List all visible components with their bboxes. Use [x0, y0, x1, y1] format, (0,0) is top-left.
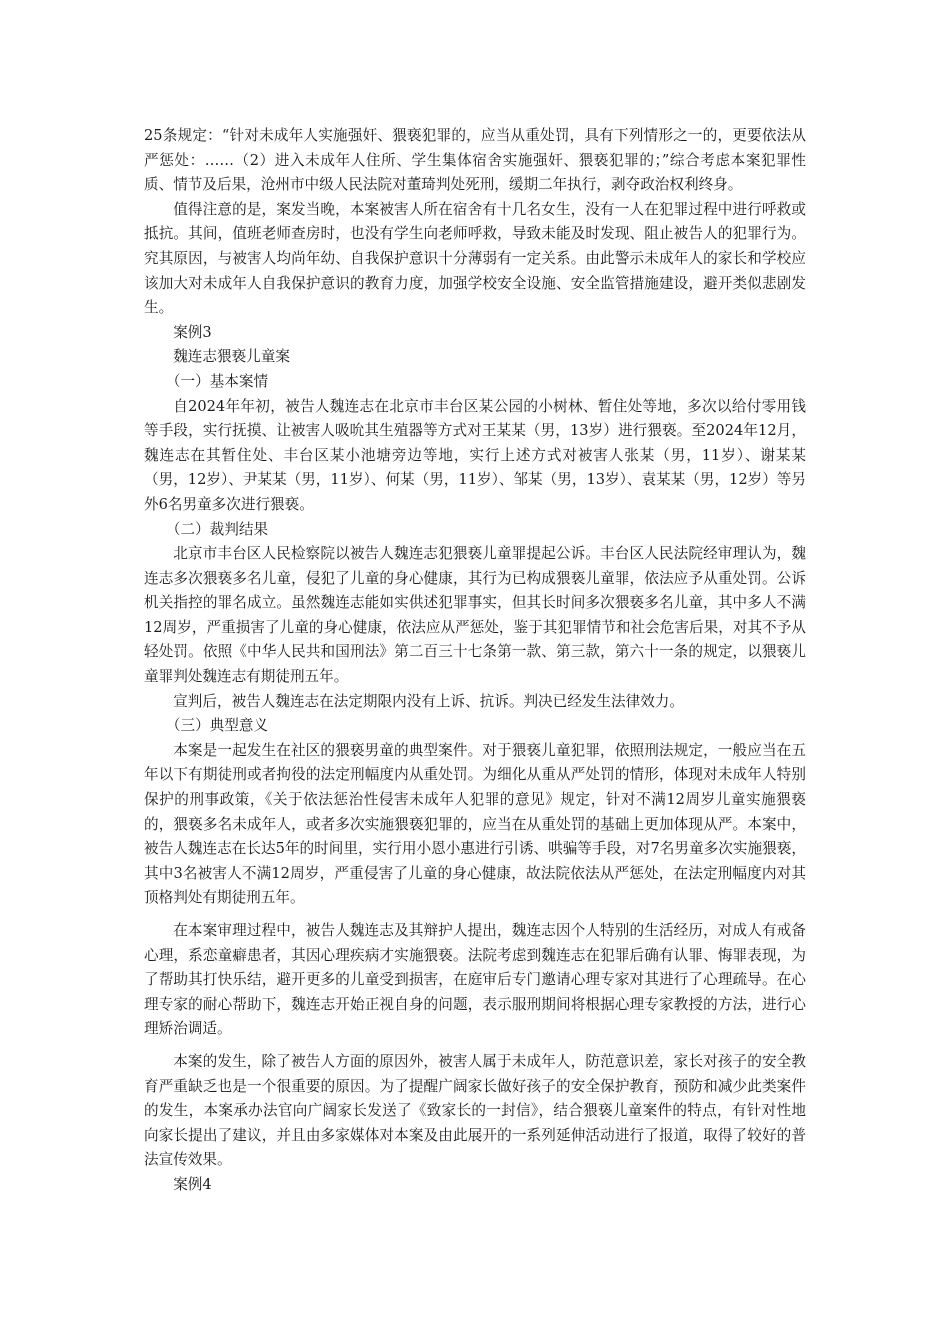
- case-3-label: 案例3: [173, 323, 212, 341]
- section-significance: （三）典型意义: [165, 717, 269, 735]
- paragraph-sentencing: 25条规定：“针对未成年人实施强奸、猥亵犯罪的，应当从重处罚，具有下列情形之一的，更要依法从严惩处：……（2）进入未成年人住所、学生集体宿舍实施强奸、猥亵犯罪的；”综合考虑本案犯罪性质、情节及后果，沧州市中级人民法院对董琦判处死刑，缓期二年执行，剥夺政治权利终身。: [144, 127, 806, 194]
- document-page: [144, 124, 806, 1198]
- paragraph-effective: 宣判后，被告人魏连志在法定期限内没有上诉、抗诉。判决已经发生法律效力。: [173, 692, 684, 710]
- case-3-title: 魏连志猥亵儿童案: [173, 348, 290, 366]
- case-4-label: 案例4: [173, 1175, 212, 1193]
- paragraph-judgment: 北京市丰台区人民检察院以被告人魏连志犯猥亵儿童罪提起公诉。丰台区人民法院经审理认为，魏连志多次猥亵多名儿童，侵犯了儿童的身心健康，其行为已构成猥亵儿童罪，依法应予从重处罚。公诉机关指控的罪名成立。虽然魏连志能如实供述犯罪事实，但其长时间多次猥亵多名儿童，其中多人不满12周岁，严重损害了儿童的身心健康，依法应从严惩处，鉴于其犯罪情节和社会危害后果，对其不予从轻处罚。依照《中华人民共和国刑法》第二百三十七条第一款、第三款，第六十一条的规定，以猥亵儿童罪判处魏连志有期徒刑五年。: [144, 545, 806, 686]
- paragraph-significance: 本案是一起发生在社区的猥亵男童的典型案件。对于猥亵儿童犯罪，依照刑法规定，一般应当在五年以下有期徒刑或者拘役的法定刑幅度内从重处罚。为细化从重从严处罚的情形，体现对未成年人特别保护的刑事政策，《关于依法惩治性侵害未成年人犯罪的意见》规定，针对不满12周岁儿童实施猥亵的，猥亵多名未成年人，或者多次实施猥亵犯罪的，应当在从重处罚的基础上更加体现从严。本案中，被告人魏连志在长达5年的时间里，实行用小恩小惠进行引诱、哄骗等手段，对7名男童多次实施猥亵，其中3名被害人不满12周岁，严重侵害了儿童的身心健康，故法院依法从严惩处，在法定刑幅度内对其顶格判处有期徒刑五年。: [144, 741, 806, 907]
- paragraph-warning: 值得注意的是，案发当晚，本案被害人所在宿舍有十几名女生，没有一人在犯罪过程中进行呼救或抵抗。其间，值班老师查房时，也没有学生向老师呼救，导致未能及时发现、阻止被告人的犯罪行为。究其原因，与被害人均尚年幼、自我保护意识十分薄弱有一定关系。由此警示未成年人的家长和学校应该加大对未成年人自我保护意识的教育力度，加强学校安全设施、安全监管措施建设，避开类似悲剧发生。: [144, 200, 806, 317]
- paragraph-trial-process: 在本案审理过程中，被告人魏连志及其辩护人提出，魏连志因个人特别的生活经历，对成人有戒备心理，系恋童癖患者，其因心理疾病才实施猥亵。法院考虑到魏连志在犯罪后确有认罪、悔罪表现，为了帮助其打快乐结，避开更多的儿童受到损害，在庭审后专门邀请心理专家对其进行了心理疏导。在心理专家的耐心帮助下，魏连志开始正视自身的问题，表示服刑期间将根据心理专家教授的方法，进行心理矫治调适。: [144, 922, 806, 1038]
- paragraph-cause-analysis: 本案的发生，除了被告人方面的原因外，被害人属于未成年人，防范意识差，家长对孩子的安全教育严重缺乏也是一个很重要的原因。为了提醒广阔家长做好孩子的安全保护教育，预防和减少此类案件的发生，本案承办法官向广阔家长发送了《致家长的一封信》，结合猥亵儿童案件的特点，有针对性地向家长提出了建议，并且由多家媒体对本案及由此展开的一系列延伸活动进行了报道，取得了较好的普法宣传效果。: [144, 1052, 806, 1169]
- section-basic-facts: （一）基本案情: [165, 372, 269, 390]
- paragraph-basic-facts: 自2024年年初，被告人魏连志在北京市丰台区某公园的小树林、暂住处等地，多次以给付零用钱等手段，实行抚摸、让被害人吸吮其生殖器等方式对王某某（男，13岁）进行猥亵。至2024年12月，魏连志在其暂住处、丰台区某小池塘旁边等地，实行上述方式对被害人张某（男，11岁）、谢某某（男，12岁）、尹某某（男，11岁）、何某（男，11岁）、邹某（男，13岁）、袁某某（男，12岁）等另外6名男童多次进行猥亵。: [144, 397, 806, 513]
- section-judgment-result: （二）裁判结果: [165, 520, 269, 538]
